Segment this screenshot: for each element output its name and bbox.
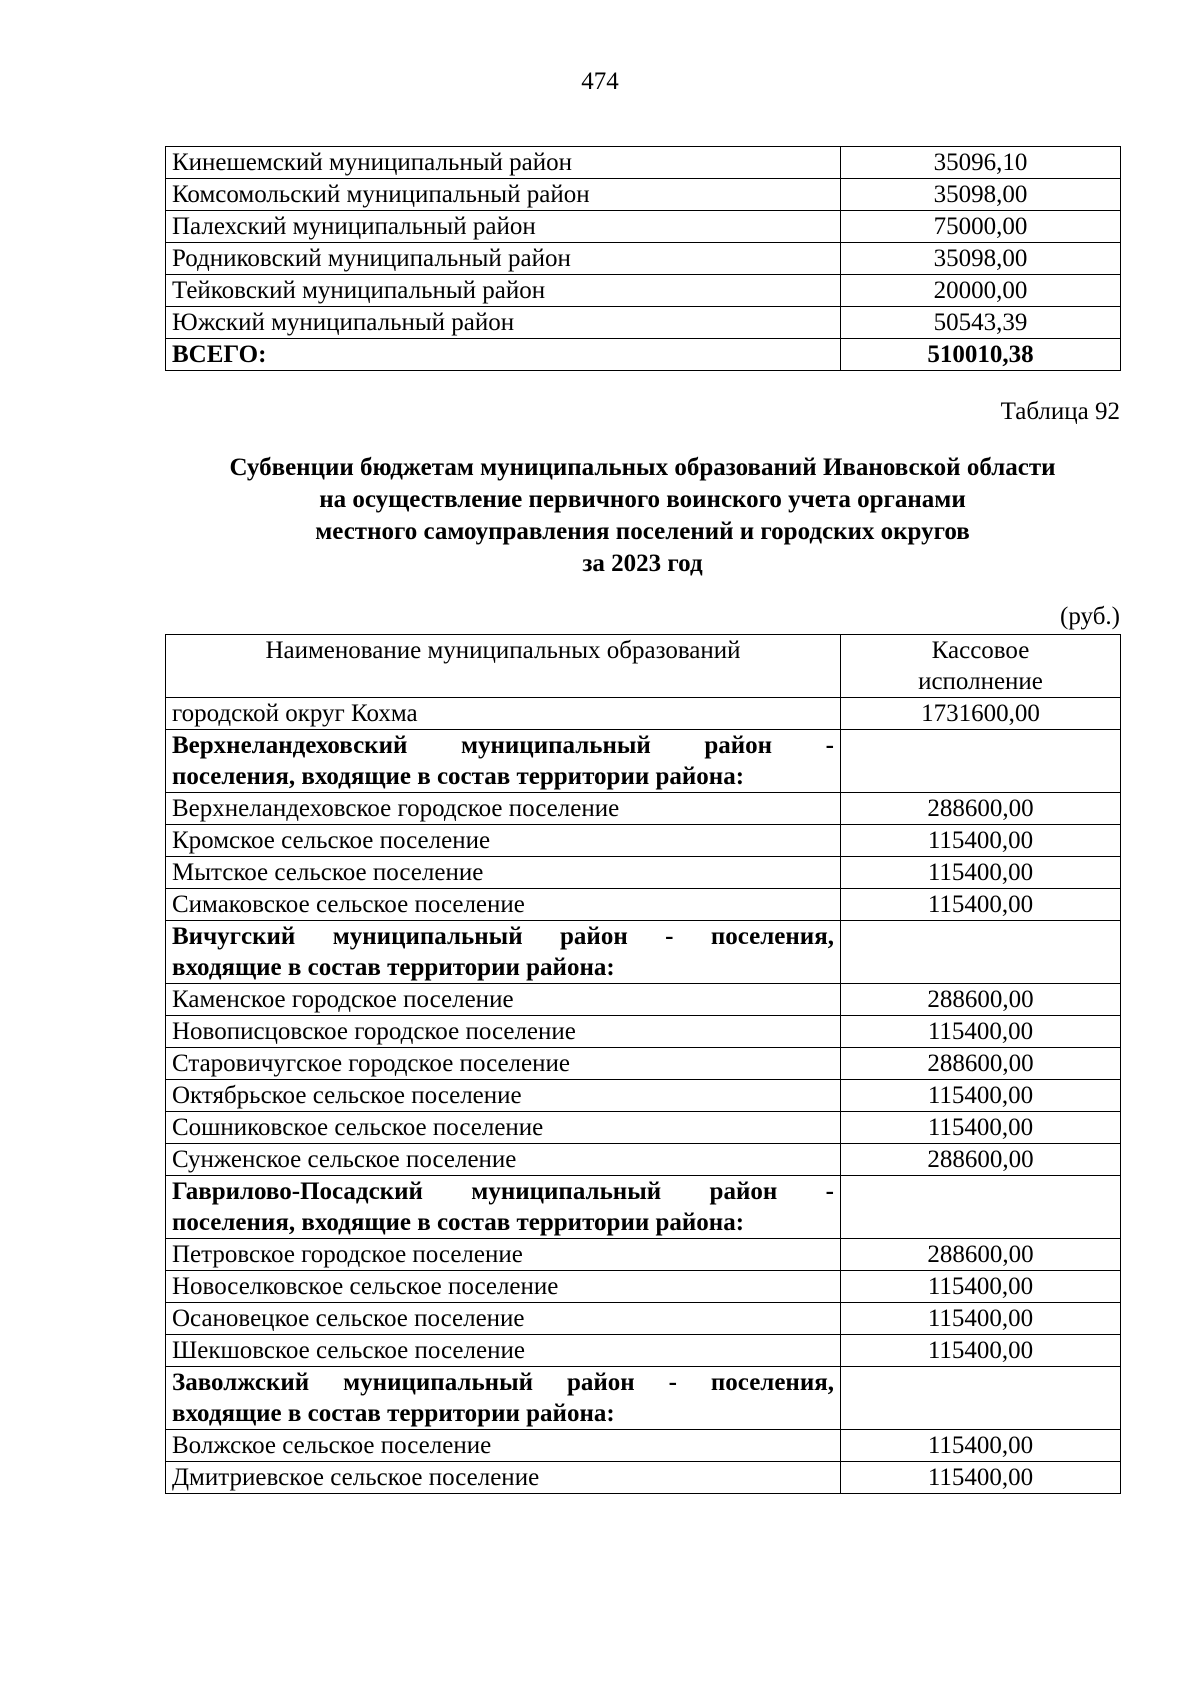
top-table — [165, 146, 1121, 371]
group-row — [166, 730, 1121, 793]
header-value-line: Кассовое — [931, 637, 1030, 664]
row-name: Петровское городское поселение — [166, 1239, 841, 1271]
row-name: Шекшовское сельское поселение — [166, 1335, 841, 1367]
total-row — [166, 339, 1121, 371]
group-line: Гаврилово-Посадский муниципальный район - — [172, 1178, 834, 1205]
row-name: Сунженское сельское поселение — [166, 1144, 841, 1176]
row-name: Южский муниципальный район — [166, 307, 841, 339]
table-row — [166, 1080, 1121, 1112]
group-name — [166, 730, 841, 793]
table-title — [165, 452, 1120, 580]
title-line: местного самоуправления поселений и городских округов — [315, 518, 970, 545]
group-value-empty — [841, 1176, 1121, 1239]
row-name: Октябрьское сельское поселение — [166, 1080, 841, 1112]
row-value: 115400,00 — [841, 889, 1121, 921]
row-name: Старовичугское городское поселение — [166, 1048, 841, 1080]
table-row — [166, 984, 1121, 1016]
row-name: Родниковский муниципальный район — [166, 243, 841, 275]
page-number: 474 — [581, 68, 619, 95]
table-row — [166, 1048, 1121, 1080]
row-value: 288600,00 — [841, 793, 1121, 825]
row-value: 20000,00 — [841, 275, 1121, 307]
row-name: Тейковский муниципальный район — [166, 275, 841, 307]
row-name: Сошниковское сельское поселение — [166, 1112, 841, 1144]
row-name: Новоселковское сельское поселение — [166, 1271, 841, 1303]
row-name: Осановецкое сельское поселение — [166, 1303, 841, 1335]
group-line: Верхнеландеховский муниципальный район - — [172, 732, 834, 759]
unit-label: (руб.) — [1060, 603, 1120, 630]
table-row — [166, 1335, 1121, 1367]
row-value: 288600,00 — [841, 984, 1121, 1016]
row-value: 288600,00 — [841, 1048, 1121, 1080]
header-name: Наименование муниципальных образований — [166, 635, 841, 698]
table-row — [166, 275, 1121, 307]
table-row — [166, 698, 1121, 730]
row-value: 115400,00 — [841, 1303, 1121, 1335]
group-row — [166, 921, 1121, 984]
row-name: Каменское городское поселение — [166, 984, 841, 1016]
row-value: 1731600,00 — [841, 698, 1121, 730]
header-value-line: исполнение — [918, 668, 1043, 695]
top-table-body — [166, 147, 1121, 371]
group-value-empty — [841, 921, 1121, 984]
row-name: Мытское сельское поселение — [166, 857, 841, 889]
row-value: 115400,00 — [841, 1335, 1121, 1367]
group-line: поселения, входящие в состав территории района: — [172, 763, 745, 790]
row-value: 115400,00 — [841, 1080, 1121, 1112]
group-row — [166, 1367, 1121, 1430]
group-name — [166, 1176, 841, 1239]
table-row — [166, 211, 1121, 243]
group-line: Заволжский муниципальный район - поселения, — [172, 1369, 834, 1396]
row-value: 35096,10 — [841, 147, 1121, 179]
row-name: городской округ Кохма — [166, 698, 841, 730]
table-row — [166, 1303, 1121, 1335]
row-value: 50543,39 — [841, 307, 1121, 339]
table-row — [166, 1239, 1121, 1271]
title-line: за 2023 год — [582, 550, 703, 577]
total-value: 510010,38 — [841, 339, 1121, 371]
header-row — [166, 635, 1121, 698]
table-row — [166, 1144, 1121, 1176]
table-row — [166, 857, 1121, 889]
table-row — [166, 825, 1121, 857]
title-line: на осуществление первичного воинского учета органами — [319, 486, 966, 513]
group-value-empty — [841, 730, 1121, 793]
group-line: Вичугский муниципальный район - поселения, — [172, 923, 834, 950]
table-row — [166, 1112, 1121, 1144]
row-name: Верхнеландеховское городское поселение — [166, 793, 841, 825]
row-value: 35098,00 — [841, 243, 1121, 275]
row-name: Палехский муниципальный район — [166, 211, 841, 243]
group-row — [166, 1176, 1121, 1239]
row-value: 115400,00 — [841, 1271, 1121, 1303]
row-value: 115400,00 — [841, 1112, 1121, 1144]
table-row — [166, 1016, 1121, 1048]
row-name: Комсомольский муниципальный район — [166, 179, 841, 211]
group-name — [166, 1367, 841, 1430]
table-row — [166, 179, 1121, 211]
table-row — [166, 147, 1121, 179]
row-name: Симаковское сельское поселение — [166, 889, 841, 921]
row-value: 115400,00 — [841, 1462, 1121, 1494]
table-row — [166, 793, 1121, 825]
row-value: 115400,00 — [841, 857, 1121, 889]
main-table-body — [166, 635, 1121, 1494]
table-row — [166, 307, 1121, 339]
table-row — [166, 1430, 1121, 1462]
row-name: Дмитриевское сельское поселение — [166, 1462, 841, 1494]
table-row — [166, 1271, 1121, 1303]
group-line: поселения, входящие в состав территории района: — [172, 1209, 745, 1236]
row-value: 115400,00 — [841, 825, 1121, 857]
total-label: ВСЕГО: — [166, 339, 841, 371]
row-value: 288600,00 — [841, 1144, 1121, 1176]
table-row — [166, 889, 1121, 921]
row-name: Волжское сельское поселение — [166, 1430, 841, 1462]
main-table — [165, 634, 1121, 1494]
header-value — [841, 635, 1121, 698]
group-line: входящие в состав территории района: — [172, 954, 615, 981]
row-value: 115400,00 — [841, 1016, 1121, 1048]
row-value: 288600,00 — [841, 1239, 1121, 1271]
row-name: Кромское сельское поселение — [166, 825, 841, 857]
row-value: 115400,00 — [841, 1430, 1121, 1462]
row-value: 75000,00 — [841, 211, 1121, 243]
row-value: 35098,00 — [841, 179, 1121, 211]
table-number: Таблица 92 — [1000, 398, 1120, 425]
group-line: входящие в состав территории района: — [172, 1400, 615, 1427]
row-name: Кинешемский муниципальный район — [166, 147, 841, 179]
group-name — [166, 921, 841, 984]
row-name: Новописцовское городское поселение — [166, 1016, 841, 1048]
table-row — [166, 243, 1121, 275]
group-value-empty — [841, 1367, 1121, 1430]
table-row — [166, 1462, 1121, 1494]
title-line: Субвенции бюджетам муниципальных образований Ивановской области — [229, 454, 1056, 481]
